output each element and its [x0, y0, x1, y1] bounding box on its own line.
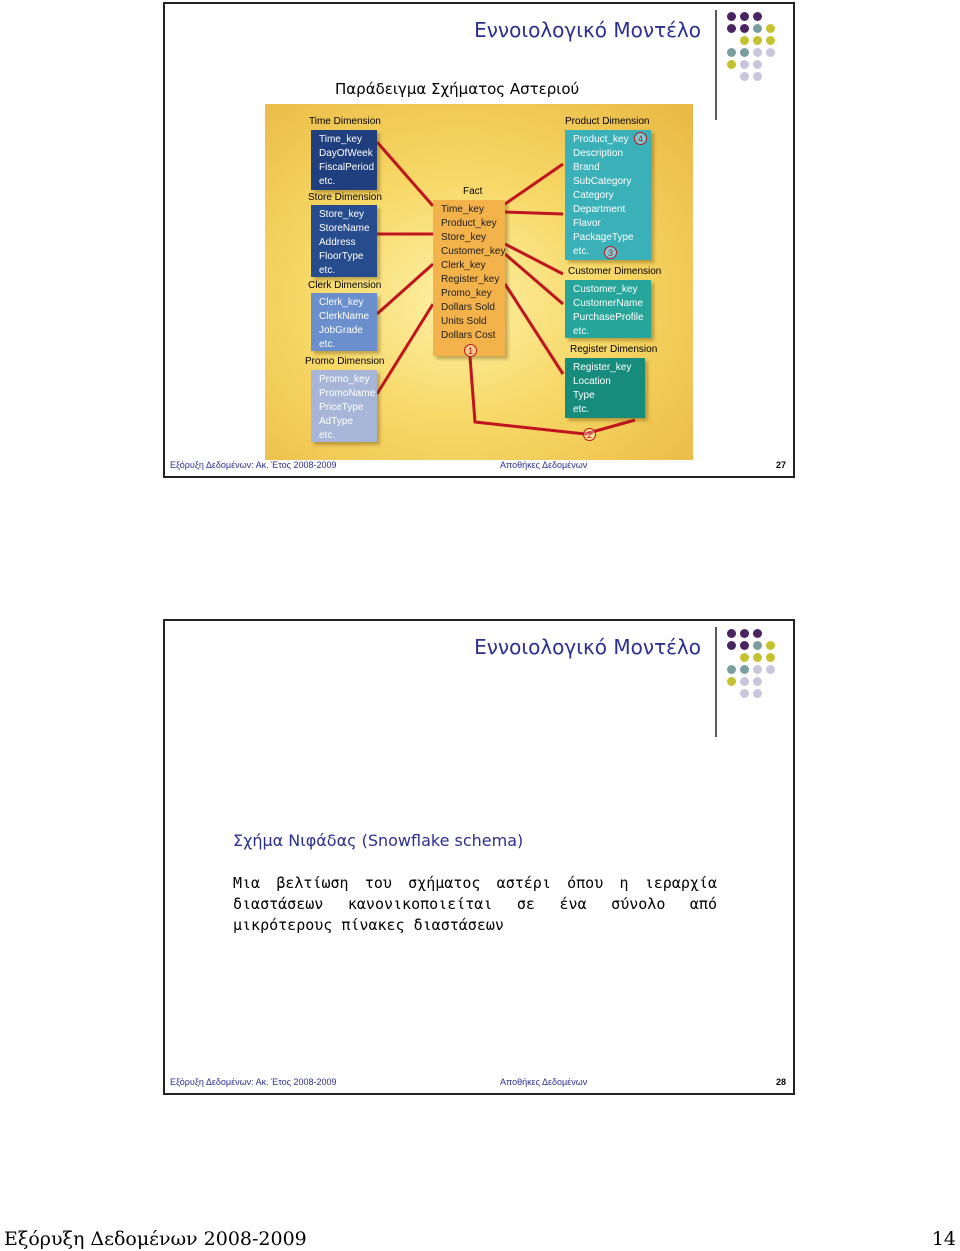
decorative-dot	[740, 60, 749, 69]
table-row: JobGrade	[319, 325, 363, 336]
decorative-dot	[727, 12, 736, 21]
register-dimension-title: Register Dimension	[570, 344, 658, 355]
table-row: Register_key	[441, 274, 500, 285]
table-row: SubCategory	[573, 176, 632, 187]
decorative-dot	[753, 665, 762, 674]
decorative-dot	[766, 653, 775, 662]
table-row: Description	[573, 148, 624, 159]
footer-topic: Αποθήκες Δεδομένων	[500, 1077, 588, 1087]
table-row: StoreName	[319, 223, 370, 234]
decorative-dot	[740, 48, 749, 57]
customer-dimension-title: Customer Dimension	[568, 266, 662, 277]
table-row: Time_key	[319, 134, 362, 145]
table-row: PriceType	[319, 402, 364, 413]
table-row: Brand	[573, 162, 600, 173]
star-schema-diagram	[265, 104, 693, 460]
decorative-dot	[766, 36, 775, 45]
page-footer: Εξόρυξη Δεδομένων 2008-2009	[4, 1228, 307, 1250]
page-number: 14	[931, 1228, 956, 1250]
decorative-dot	[766, 665, 775, 674]
decorative-dot	[740, 677, 749, 686]
decorative-dot	[753, 48, 762, 57]
product-dimension-table	[565, 130, 651, 260]
footer-course: Εξόρυξη Δεδομένων: Ακ. Έτος 2008-2009	[170, 460, 337, 470]
decorative-dot	[753, 689, 762, 698]
table-row: Dollars Cost	[441, 330, 496, 341]
register-dimension-table	[565, 358, 645, 418]
table-row: Customer_key	[573, 284, 638, 295]
time-dimension-title: Time Dimension	[309, 116, 381, 127]
customer-dimension-table	[565, 280, 651, 338]
marker-3: 3	[604, 246, 617, 259]
decorative-dot	[740, 72, 749, 81]
slide-number: 27	[775, 460, 786, 470]
decorative-dot	[753, 641, 762, 650]
decorative-dot	[727, 48, 736, 57]
table-row: AdType	[319, 416, 353, 427]
store-dimension-table	[311, 205, 377, 277]
slide-number: 28	[775, 1077, 786, 1087]
slide-title: Εννοιολογικό Μοντέλο	[474, 635, 701, 659]
table-row: etc.	[319, 339, 336, 350]
table-row: Store_key	[319, 209, 365, 220]
body-text: Μια βελτίωση του σχήματος αστέρι όπου η ιεραρχία διαστάσεων κανονικοποιείται σε ένα σύνολο από μικρότερους πίνακες διαστάσεων	[233, 874, 717, 934]
table-row: Product_key	[441, 218, 497, 229]
decorative-dot	[753, 653, 762, 662]
table-row: etc.	[319, 430, 336, 441]
table-row: Flavor	[573, 218, 601, 229]
decorative-dot	[766, 48, 775, 57]
slide-footer	[170, 460, 788, 474]
table-row: Type	[573, 390, 595, 401]
table-row: Category	[573, 190, 614, 201]
clerk-dimension-title: Clerk Dimension	[308, 280, 382, 291]
decorative-dot	[766, 641, 775, 650]
fact-table-title: Fact	[463, 186, 483, 197]
marker-2: 2	[583, 428, 596, 441]
slide-subtitle: Παράδειγμα Σχήματος Αστεριού	[335, 80, 580, 98]
decorative-dot	[753, 60, 762, 69]
decorative-dot	[740, 665, 749, 674]
table-row: etc.	[573, 404, 590, 415]
decorative-dot	[753, 677, 762, 686]
table-row: etc.	[573, 246, 590, 257]
table-row: DayOfWeek	[319, 148, 373, 159]
decorative-dot	[740, 24, 749, 33]
table-row: Time_key	[441, 204, 484, 215]
table-row: Department	[573, 204, 626, 215]
promo-dimension-table	[311, 370, 377, 442]
table-row: Units Sold	[441, 316, 487, 327]
slide-title: Εννοιολογικό Μοντέλο	[474, 18, 701, 42]
decorative-dot	[740, 629, 749, 638]
table-row: Clerk_key	[319, 297, 364, 308]
decorative-dot	[753, 629, 762, 638]
table-row: Register_key	[573, 362, 632, 373]
title-divider	[715, 10, 717, 120]
slide-27	[163, 2, 795, 478]
table-row: ClerkName	[319, 311, 370, 322]
decorative-dot	[727, 24, 736, 33]
marker-1: 1	[464, 344, 477, 357]
decorative-dot	[740, 689, 749, 698]
decorative-dot-grid	[727, 629, 789, 719]
decorative-dot	[727, 629, 736, 638]
promo-dimension-title: Promo Dimension	[305, 356, 385, 367]
table-row: CustomerName	[573, 298, 644, 309]
marker-4: 4	[634, 132, 647, 145]
decorative-dot	[727, 677, 736, 686]
table-row: Store_key	[441, 232, 487, 243]
table-row: FloorType	[319, 251, 364, 262]
footer-topic: Αποθήκες Δεδομένων	[500, 460, 588, 470]
table-row: PurchaseProfile	[573, 312, 644, 323]
table-row: PackageType	[573, 232, 634, 243]
decorative-dot	[727, 665, 736, 674]
table-row: etc.	[573, 326, 590, 337]
table-row: FiscalPeriod	[319, 162, 375, 173]
decorative-dot	[727, 641, 736, 650]
decorative-dot	[753, 24, 762, 33]
decorative-dot	[766, 24, 775, 33]
decorative-dot	[740, 36, 749, 45]
table-row: Product_key	[573, 134, 629, 145]
fact-table	[433, 200, 505, 356]
store-dimension-title: Store Dimension	[308, 192, 382, 203]
table-row: Location	[573, 376, 611, 387]
table-row: Promo_key	[319, 374, 370, 385]
slide-footer	[170, 1077, 788, 1091]
time-dimension-table	[311, 130, 377, 190]
title-divider	[715, 627, 717, 737]
decorative-dot	[740, 653, 749, 662]
decorative-dot	[753, 12, 762, 21]
decorative-dot	[753, 36, 762, 45]
section-heading: Σχήμα Νιφάδας (Snowflake schema)	[233, 831, 524, 850]
decorative-dot	[753, 72, 762, 81]
table-row: Address	[319, 237, 356, 248]
decorative-dot	[740, 641, 749, 650]
table-row: Promo_key	[441, 288, 492, 299]
table-row: etc.	[319, 176, 336, 187]
decorative-dot	[727, 60, 736, 69]
product-dimension-title: Product Dimension	[565, 116, 650, 127]
footer-course: Εξόρυξη Δεδομένων: Ακ. Έτος 2008-2009	[170, 1077, 337, 1087]
slide-28	[163, 619, 795, 1095]
table-row: Customer_key	[441, 246, 506, 257]
table-row: PromoName	[319, 388, 376, 399]
table-row: Clerk_key	[441, 260, 486, 271]
table-row: etc.	[319, 265, 336, 276]
decorative-dot-grid	[727, 12, 789, 102]
clerk-dimension-table	[311, 293, 377, 351]
table-row: Dollars Sold	[441, 302, 495, 313]
decorative-dot	[740, 12, 749, 21]
